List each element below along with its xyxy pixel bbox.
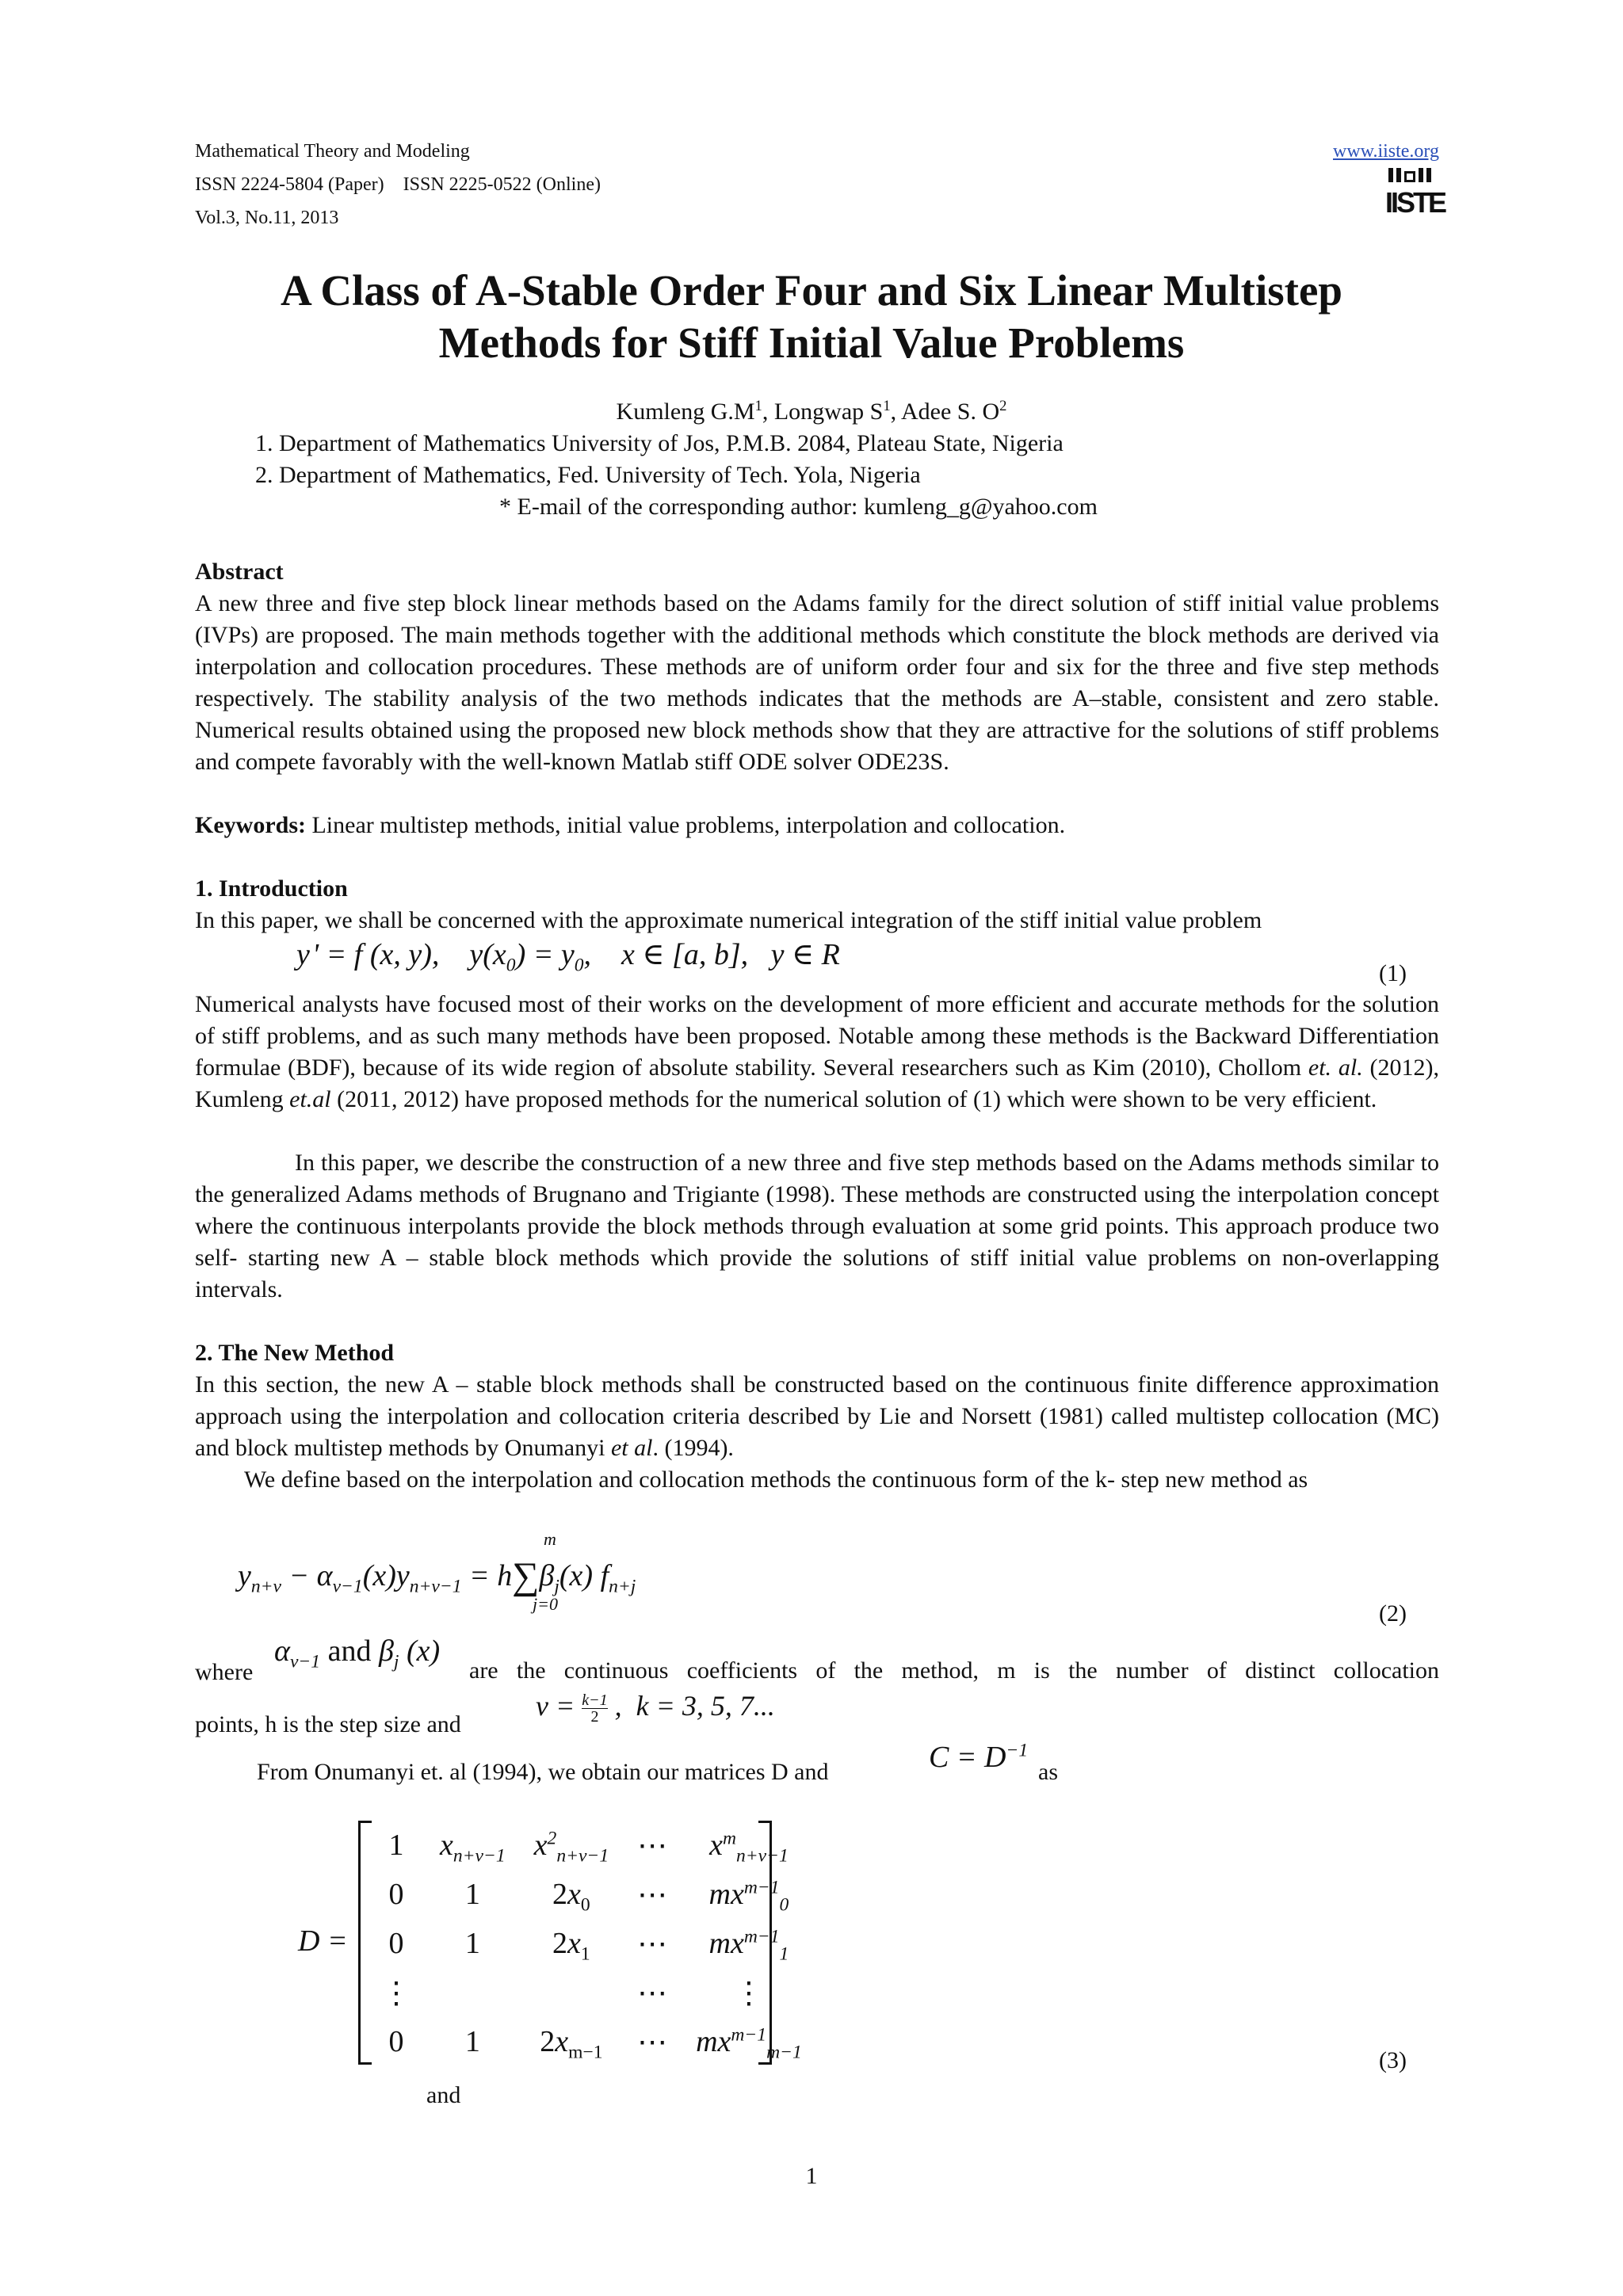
- equation-1-number: (1): [1379, 960, 1407, 986]
- where-label: where: [195, 1659, 254, 1685]
- page-number: 1: [805, 2163, 818, 2189]
- equation-2-number: (2): [1379, 1600, 1407, 1627]
- intro-paragraph-2: Numerical analysts have focused most of their works on the development of more efficient and accurate methods for the solution of stiff problems, and as such many methods have been proposed. Notable among these methods is the Backward Differentiation formulae (BDF), because of its wide region of absolute stability. Several researchers such as Kim (2010), Chollom et. al. (2012), Kumleng et.al (2011, 2012) have proposed methods for the numerical solution of (1) which were shown to be very efficient.: [195, 991, 1439, 1112]
- sum-lower-limit: j=0: [533, 1594, 558, 1614]
- intro-paragraph-3: In this paper, we describe the construction of a new three and five step methods based on the Adams methods similar to the generalized Adams methods of Brugnano and Trigiante (1998). These methods are constructed using the interpolation concept where the continuous interpolants provide the block methods through evaluation at some grid points. This approach produce two self- starting new A – stable block methods which provide the solutions of stiff initial value problems on non-overlapping intervals.: [195, 1150, 1439, 1302]
- keywords: Keywords: Linear multistep methods, initial value problems, interpolation and collocation.: [195, 812, 1066, 838]
- affiliation-1: 1. Department of Mathematics University of Jos, P.M.B. 2084, Plateau State, Nigeria: [255, 430, 1064, 456]
- method-paragraph-4: points, h is the step size and: [195, 1711, 461, 1737]
- method-paragraph-2: We define based on the interpolation and collocation methods the continuous form of the k- step new method as: [244, 1466, 1308, 1493]
- corresponding-email: * E-mail of the corresponding author: kumleng_g@yahoo.com: [499, 494, 1098, 520]
- matrix-d: [358, 1821, 802, 2065]
- v-definition: v = $\frac{k-1}{2}$ , k = 3, 5, 7...: [536, 1690, 775, 1726]
- journal-issn: ISSN 2224-5804 (Paper) ISSN 2225-0522 (Online): [195, 174, 601, 195]
- intro-heading: 1. Introduction: [195, 875, 348, 902]
- equation-3-number: (3): [1379, 2047, 1407, 2073]
- c-equals-d-inverse: $C = D^{-1}$: [929, 1740, 1029, 1774]
- coefficients-inline: $\alpha_{v-1}$ and $\beta_j$ (x): [274, 1634, 441, 1672]
- and-continuation: and: [426, 2082, 461, 2108]
- method-paragraph-1: In this section, the new A – stable block methods shall be constructed based on the continuous finite difference approximation approach using the interpolation and collocation criteria described by Lie and Norsett (1981) called multistep collocation (MC) and block multistep methods by Onumanyi et al. (1994).: [195, 1371, 1439, 1461]
- matrix-d-entries: 1 $x_{n+v-1}$ $x^2_{n+v-1}$ ⋯ $x^m_{n+v-1}$ 0 1 $2x_0$ ⋯ $mx^{m-1}_0$ 0 1 $2x_1$ ⋯ $mx^{m-1}_1$ ⋮ ⋯ ⋮ 0 1 $2x_{m-1}$ ⋯ $mx^{m-1}_{m-1}$: [381, 1828, 802, 2063]
- intro-paragraph-1: In this paper, we shall be concerned with the approximate numerical integration of the stiff initial value problem: [195, 907, 1262, 933]
- method-heading: 2. The New Method: [195, 1340, 395, 1366]
- journal-name: Mathematical Theory and Modeling: [195, 141, 470, 162]
- author-list: Kumleng $G.M^1$, Longwap $S^1$, Adee S. $O^2$: [616, 398, 1007, 425]
- equation-2: $y_{n+v} - \alpha_{v-1}(x)y_{n+v-1} = h\sum\beta_j(x)$ $f_{n+j}$: [238, 1555, 636, 1597]
- method-paragraph-3: are the continuous coefficients of the method, m is the number of distinct collocation: [469, 1657, 1439, 1684]
- paper-title-line1: A Class of A-Stable Order Four and Six Linear Multistep: [281, 266, 1342, 315]
- method-paragraph-5: From Onumanyi et. al (1994), we obtain our matrices D and: [257, 1759, 829, 1785]
- iiste-logo-text: IISTE: [1385, 186, 1445, 219]
- equation-1: y ' = f (x, y), $y(x_0) = y_0$, x ∈ [a, b], y ∈ R: [296, 938, 840, 976]
- affiliation-2: 2. Department of Mathematics, Fed. University of Tech. Yola, Nigeria: [255, 462, 921, 488]
- abstract-heading: Abstract: [195, 559, 284, 585]
- iiste-logo: [1385, 168, 1445, 223]
- as-word: as: [1038, 1759, 1058, 1785]
- matrix-d-label: D =: [298, 1924, 348, 1958]
- abstract-text: A new three and five step block linear methods based on the Adams family for the direct solution of stiff initial value problems (IVPs) are proposed. The main methods together with the additional methods which constitute the block methods are derived via interpolation and collocation procedures. These methods are of uniform order four and six for the three and five step methods respectively. The stability analysis of the two methods indicates that the methods are A–stable, consistent and zero stable. Numerical results obtained using the proposed new block methods show that they are attractive for the solutions of stiff problems and compete favorably with the well-known Matlab stiff ODE solver ODE23S.: [195, 590, 1439, 775]
- paper-title-line2: Methods for Stiff Initial Value Problems: [438, 318, 1185, 367]
- sum-upper-limit: m: [544, 1529, 556, 1549]
- journal-volume: Vol.3, No.11, 2013: [195, 208, 339, 228]
- website-link[interactable]: www.iiste.org: [1333, 141, 1439, 162]
